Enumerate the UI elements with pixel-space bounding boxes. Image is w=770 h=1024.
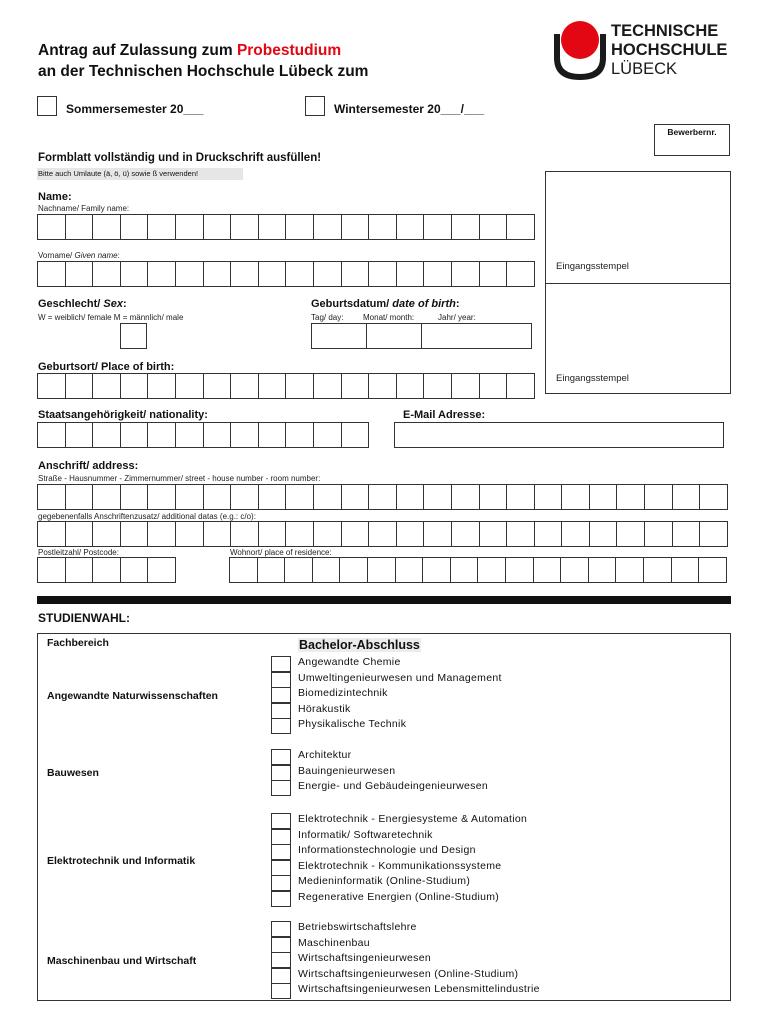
program-option: Medieninformatik (Online-Studium)	[298, 875, 471, 888]
program-checkbox[interactable]	[271, 749, 291, 765]
char-cell[interactable]	[589, 521, 618, 547]
char-cell[interactable]	[65, 261, 94, 287]
vorname-label	[38, 251, 120, 260]
char-cell[interactable]	[451, 261, 480, 287]
city-input[interactable]	[229, 557, 727, 583]
char-cell[interactable]	[589, 484, 618, 510]
applicant-number-box[interactable]	[654, 124, 730, 156]
birthdate-heading-c: :	[455, 298, 460, 310]
program-checkbox[interactable]	[271, 687, 291, 703]
char-cell[interactable]	[230, 373, 259, 399]
char-cell[interactable]	[147, 373, 176, 399]
faculty-column-header: Fachbereich	[47, 637, 109, 649]
char-cell[interactable]	[230, 484, 259, 510]
char-cell[interactable]	[312, 557, 341, 583]
char-cell[interactable]	[203, 484, 232, 510]
char-cell[interactable]	[37, 373, 66, 399]
char-cell[interactable]	[285, 261, 314, 287]
char-cell[interactable]	[285, 214, 314, 240]
char-cell[interactable]	[258, 373, 287, 399]
program-option: Architektur	[298, 749, 352, 761]
char-cell[interactable]	[341, 484, 370, 510]
bachelor-column-header: Bachelor-Abschluss	[299, 638, 420, 652]
vorname-label-a: Vorname/	[38, 251, 75, 260]
program-checkbox[interactable]	[271, 891, 291, 907]
program-checkbox[interactable]	[271, 875, 291, 891]
program-option: Informationstechnologie und Design	[298, 844, 476, 857]
char-cell[interactable]	[479, 261, 508, 287]
char-cell[interactable]	[341, 373, 370, 399]
char-cell[interactable]	[479, 214, 508, 240]
char-cell[interactable]	[147, 484, 176, 510]
char-cell[interactable]	[229, 557, 258, 583]
program-checkbox[interactable]	[271, 765, 291, 781]
char-cell[interactable]	[506, 261, 535, 287]
logo-line-1: TECHNISCHE	[611, 22, 719, 40]
char-cell[interactable]	[65, 557, 94, 583]
address-heading: Anschrift/ address:	[38, 460, 139, 472]
char-cell[interactable]	[313, 521, 342, 547]
char-cell[interactable]	[120, 422, 149, 448]
char-cell[interactable]	[230, 214, 259, 240]
stamp-label-bottom: Eingangsstempel	[556, 373, 629, 384]
char-cell[interactable]	[396, 373, 425, 399]
char-cell[interactable]	[92, 521, 121, 547]
char-cell[interactable]	[699, 484, 728, 510]
char-cell[interactable]	[423, 214, 452, 240]
program-option: Biomedizintechnik	[298, 687, 388, 700]
program-option: Regenerative Energien (Online-Studium)	[298, 891, 500, 903]
day-label: Tag/ day:	[311, 313, 344, 322]
program-checkbox[interactable]	[271, 813, 291, 829]
stamp-box-bottom	[545, 283, 731, 394]
logo-line-3: LÜBECK	[611, 60, 678, 78]
title-highlight: Probestudium	[236, 42, 342, 59]
stamp-label-top: Eingangsstempel	[556, 261, 629, 272]
char-cell[interactable]	[423, 373, 452, 399]
char-cell[interactable]	[147, 422, 176, 448]
char-cell[interactable]	[65, 484, 94, 510]
program-checkbox[interactable]	[271, 952, 291, 968]
program-option: Angewandte Chemie	[298, 656, 401, 668]
char-cell[interactable]	[203, 521, 232, 547]
char-cell[interactable]	[258, 214, 287, 240]
char-cell[interactable]	[451, 484, 480, 510]
char-cell[interactable]	[203, 214, 232, 240]
address-extra-input[interactable]	[37, 521, 728, 547]
char-cell[interactable]	[92, 422, 121, 448]
char-cell[interactable]	[120, 484, 149, 510]
char-cell[interactable]	[506, 214, 535, 240]
sex-input[interactable]	[120, 323, 147, 349]
char-cell[interactable]	[479, 373, 508, 399]
char-cell[interactable]	[65, 214, 94, 240]
birthdate-heading-a: Geburtsdatum/	[311, 298, 393, 310]
vorname-label-c: :	[117, 251, 120, 260]
studienwahl-heading: STUDIENWAHL:	[38, 611, 130, 625]
program-checkbox[interactable]	[271, 780, 291, 796]
program-checkbox[interactable]	[271, 860, 291, 876]
sex-heading-b: Sex	[103, 298, 123, 310]
postcode-input[interactable]	[37, 557, 176, 583]
program-option: Wirtschaftsingenieurwesen	[298, 952, 431, 965]
program-checkbox[interactable]	[271, 937, 291, 953]
program-option: Elektrotechnik - Energiesysteme & Automation	[298, 813, 528, 825]
sex-heading	[38, 298, 127, 310]
char-cell[interactable]	[147, 521, 176, 547]
applicant-number-label: Bewerbernr.	[667, 127, 717, 137]
sex-hint: W = weiblich/ female M = männlich/ male	[38, 313, 184, 322]
char-cell[interactable]	[120, 261, 149, 287]
char-cell[interactable]	[533, 557, 562, 583]
sex-heading-c: :	[123, 298, 127, 310]
char-cell[interactable]	[560, 557, 589, 583]
address-extra-label: gegebenenfalls Anschriftenzusatz/ additional datas (e.g.: c/o):	[38, 512, 256, 521]
char-cell[interactable]	[313, 373, 342, 399]
program-option: Wirtschaftsingenieurwesen (Online-Studium)	[298, 967, 519, 980]
street-input[interactable]	[37, 484, 728, 510]
name-heading: Name:	[38, 191, 72, 203]
logo-text	[611, 22, 727, 79]
char-cell[interactable]	[230, 422, 259, 448]
char-cell[interactable]	[313, 214, 342, 240]
faculty-name: Elektrotechnik und Informatik	[47, 854, 196, 867]
char-cell[interactable]	[65, 422, 94, 448]
birthdate-heading-b: date of birth	[392, 298, 456, 310]
title-part-1: Antrag auf Zulassung zum	[38, 42, 237, 59]
char-cell[interactable]	[285, 521, 314, 547]
char-cell[interactable]	[341, 261, 370, 287]
char-cell[interactable]	[175, 261, 204, 287]
nationality-input[interactable]	[37, 422, 369, 448]
char-cell[interactable]	[615, 557, 644, 583]
faculty-name: Maschinenbau und Wirtschaft	[47, 955, 197, 967]
nachname-label: Nachname/ Family name:	[38, 204, 130, 213]
char-cell[interactable]	[644, 521, 673, 547]
char-cell[interactable]	[422, 557, 451, 583]
char-cell[interactable]	[258, 422, 287, 448]
stamp-box-top	[545, 171, 731, 284]
char-cell[interactable]	[230, 521, 259, 547]
char-cell[interactable]	[396, 521, 425, 547]
program-option: Wirtschaftsingenieurwesen Lebensmittelindustrie	[298, 983, 540, 996]
sex-heading-a: Geschlecht/	[38, 298, 104, 310]
month-label: Monat/ month:	[363, 313, 415, 322]
email-heading: E-Mail Adresse:	[403, 409, 486, 421]
char-cell[interactable]	[258, 521, 287, 547]
city-label: Wohnort/ place of residence:	[230, 548, 332, 557]
instruction-sub: Bitte auch Umlaute (ä, ö, ü) sowie ß verwenden!	[38, 169, 199, 178]
char-cell[interactable]	[368, 484, 397, 510]
char-cell[interactable]	[506, 373, 535, 399]
char-cell[interactable]	[37, 261, 66, 287]
char-cell[interactable]	[479, 484, 508, 510]
char-cell[interactable]	[367, 557, 396, 583]
char-cell[interactable]	[588, 557, 617, 583]
char-cell[interactable]	[699, 521, 728, 547]
university-logo	[552, 20, 608, 82]
summer-semester-label: Sommersemester 20___	[66, 102, 204, 116]
char-cell[interactable]	[65, 521, 94, 547]
char-cell[interactable]	[644, 484, 673, 510]
char-cell[interactable]	[37, 521, 66, 547]
char-cell[interactable]	[65, 373, 94, 399]
birth-day-input[interactable]	[311, 323, 367, 349]
family-name-input[interactable]	[37, 214, 535, 240]
logo-mark-icon	[552, 20, 608, 82]
char-cell[interactable]	[505, 557, 534, 583]
char-cell[interactable]	[368, 214, 397, 240]
char-cell[interactable]	[92, 484, 121, 510]
char-cell[interactable]	[285, 422, 314, 448]
program-option: Umweltingenieurwesen und Management	[298, 671, 502, 684]
char-cell[interactable]	[534, 521, 563, 547]
char-cell[interactable]	[643, 557, 672, 583]
char-cell[interactable]	[37, 214, 66, 240]
char-cell[interactable]	[92, 557, 121, 583]
program-option: Physikalische Technik	[298, 718, 407, 731]
char-cell[interactable]	[341, 422, 370, 448]
char-cell[interactable]	[616, 521, 645, 547]
program-checkbox[interactable]	[271, 968, 291, 984]
char-cell[interactable]	[451, 214, 480, 240]
char-cell[interactable]	[203, 261, 232, 287]
char-cell[interactable]	[147, 214, 176, 240]
program-option: Energie- und Gebäudeingenieurwesen	[298, 780, 488, 793]
char-cell[interactable]	[479, 521, 508, 547]
char-cell[interactable]	[175, 422, 204, 448]
birthplace-input[interactable]	[37, 373, 535, 399]
program-option: Bauingenieurwesen	[298, 764, 396, 777]
program-checkbox[interactable]	[271, 921, 291, 937]
char-cell[interactable]	[672, 484, 701, 510]
char-cell[interactable]	[396, 214, 425, 240]
char-cell[interactable]	[92, 261, 121, 287]
char-cell[interactable]	[92, 373, 121, 399]
char-cell[interactable]	[92, 214, 121, 240]
char-cell[interactable]	[423, 521, 452, 547]
postcode-label: Postleitzahl/ Postcode:	[38, 548, 119, 557]
char-cell[interactable]	[313, 261, 342, 287]
char-cell[interactable]	[230, 261, 259, 287]
char-cell[interactable]	[284, 557, 313, 583]
char-cell[interactable]	[313, 422, 342, 448]
title-line-2: an der Technischen Hochschule Lübeck zum	[38, 63, 369, 80]
program-option: Elektrotechnik - Kommunikationssysteme	[298, 859, 502, 872]
char-cell[interactable]	[203, 373, 232, 399]
char-cell[interactable]	[450, 557, 479, 583]
char-cell[interactable]	[120, 521, 149, 547]
char-cell[interactable]	[368, 261, 397, 287]
char-cell[interactable]	[423, 261, 452, 287]
birth-year-input[interactable]	[421, 323, 532, 349]
char-cell[interactable]	[285, 484, 314, 510]
faculty-name: Bauwesen	[47, 767, 99, 780]
char-cell[interactable]	[175, 521, 204, 547]
char-cell[interactable]	[203, 422, 232, 448]
char-cell[interactable]	[258, 484, 287, 510]
program-checkbox[interactable]	[271, 829, 291, 845]
char-cell[interactable]	[257, 557, 286, 583]
char-cell[interactable]	[561, 521, 590, 547]
char-cell[interactable]	[451, 521, 480, 547]
program-option: Maschinenbau	[298, 936, 370, 949]
street-label: Straße - Hausnummer - Zimmernummer/ street - house number - room number:	[38, 474, 321, 483]
program-checkbox[interactable]	[271, 983, 291, 999]
program-checkbox[interactable]	[271, 718, 291, 734]
char-cell[interactable]	[37, 484, 66, 510]
winter-semester-checkbox[interactable]	[305, 96, 325, 116]
char-cell[interactable]	[671, 557, 700, 583]
program-checkbox[interactable]	[271, 844, 291, 860]
program-checkbox[interactable]	[271, 672, 291, 688]
char-cell[interactable]	[258, 261, 287, 287]
char-cell[interactable]	[147, 557, 176, 583]
char-cell[interactable]	[37, 557, 66, 583]
char-cell[interactable]	[120, 557, 149, 583]
char-cell[interactable]	[423, 484, 452, 510]
nationality-heading: Staatsangehörigkeit/ nationality:	[38, 409, 208, 421]
char-cell[interactable]	[285, 373, 314, 399]
birthdate-heading	[311, 298, 460, 310]
char-cell[interactable]	[506, 484, 535, 510]
char-cell[interactable]	[534, 484, 563, 510]
logo-line-2: HOCHSCHULE	[611, 41, 728, 59]
summer-semester-checkbox[interactable]	[37, 96, 57, 116]
char-cell[interactable]	[368, 373, 397, 399]
char-cell[interactable]	[672, 521, 701, 547]
char-cell[interactable]	[396, 261, 425, 287]
char-cell[interactable]	[175, 373, 204, 399]
char-cell[interactable]	[698, 557, 727, 583]
instruction-main: Formblatt vollständig und in Druckschrift ausfüllen!	[38, 152, 322, 164]
program-checkbox[interactable]	[271, 703, 291, 719]
char-cell[interactable]	[616, 484, 645, 510]
char-cell[interactable]	[506, 521, 535, 547]
form-title	[38, 40, 368, 82]
given-name-input[interactable]	[37, 261, 535, 287]
char-cell[interactable]	[341, 214, 370, 240]
char-cell[interactable]	[175, 484, 204, 510]
program-checkbox[interactable]	[271, 656, 291, 672]
birthplace-heading: Geburtsort/ Place of birth:	[38, 361, 175, 373]
char-cell[interactable]	[37, 422, 66, 448]
char-cell[interactable]	[396, 484, 425, 510]
char-cell[interactable]	[313, 484, 342, 510]
winter-semester-label: Wintersemester 20___/___	[334, 102, 484, 116]
char-cell[interactable]	[451, 373, 480, 399]
faculty-name: Angewandte Naturwissenschaften	[47, 690, 218, 702]
char-cell[interactable]	[175, 214, 204, 240]
section-divider	[37, 596, 731, 604]
program-option: Informatik/ Softwaretechnik	[298, 828, 433, 841]
char-cell[interactable]	[395, 557, 424, 583]
char-cell[interactable]	[368, 521, 397, 547]
char-cell[interactable]	[477, 557, 506, 583]
char-cell[interactable]	[341, 521, 370, 547]
vorname-label-b: Given name	[74, 251, 118, 260]
char-cell[interactable]	[120, 214, 149, 240]
program-option: Betriebswirtschaftslehre	[298, 921, 417, 933]
char-cell[interactable]	[561, 484, 590, 510]
char-cell[interactable]	[147, 261, 176, 287]
birth-month-input[interactable]	[366, 323, 422, 349]
program-option: Hörakustik	[298, 702, 351, 715]
year-label: Jahr/ year:	[438, 313, 476, 322]
char-cell[interactable]	[120, 373, 149, 399]
char-cell[interactable]	[339, 557, 368, 583]
email-input[interactable]	[394, 422, 724, 448]
